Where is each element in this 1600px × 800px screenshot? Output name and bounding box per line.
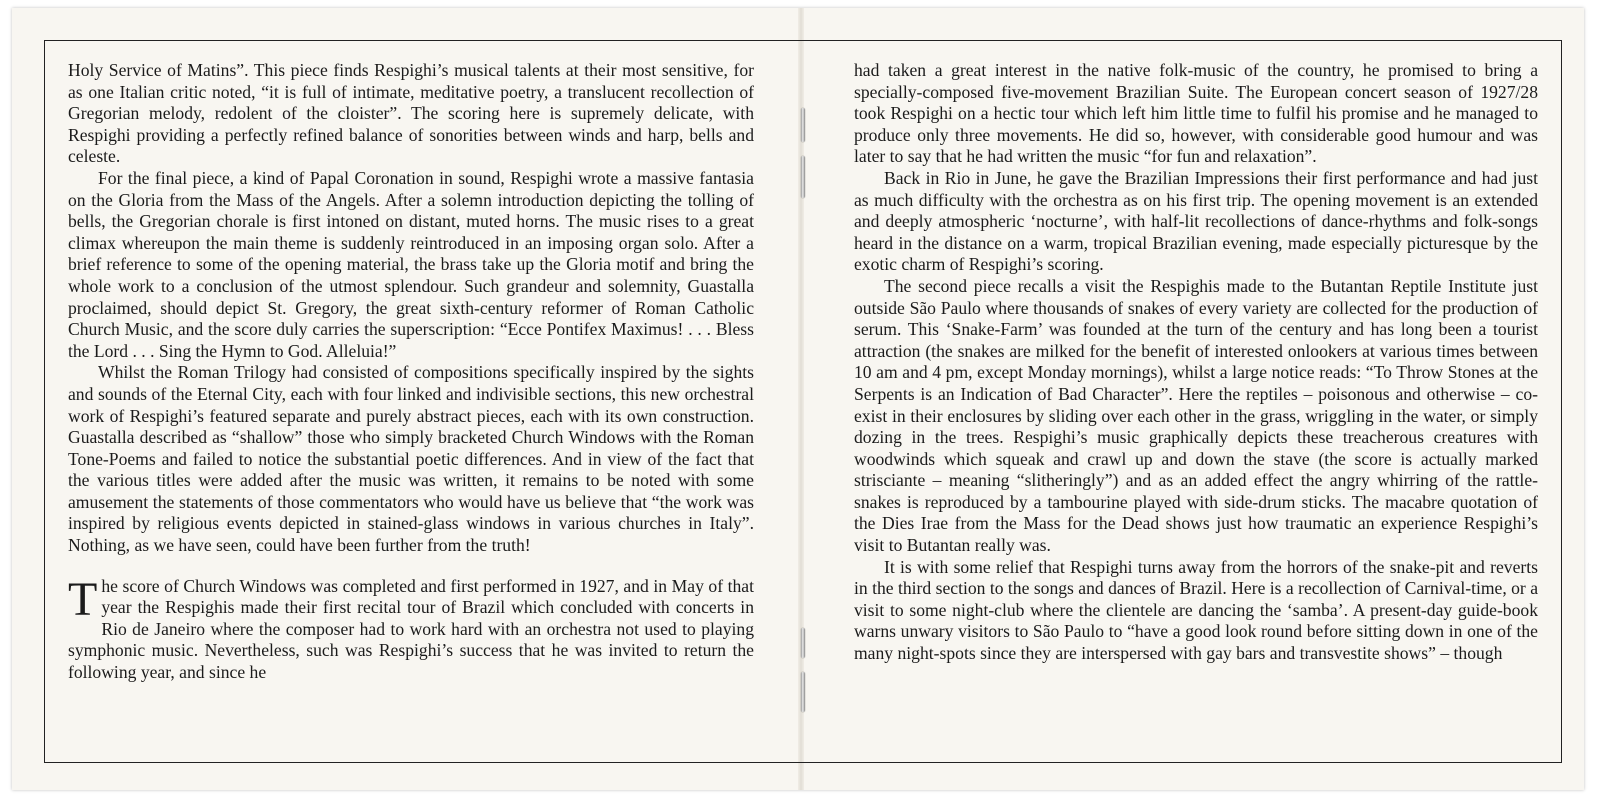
staple-top-1 (801, 108, 805, 142)
left-paragraph-1: Holy Service of Matins”. This piece finds Respighi’s musical talents at their most sensitive, for as one Italian critic noted, “it is full of intimate, meditative poetry, a translucent recollection of Gregorian melody, redolent of the cloister”. The scoring here is supremely delicate, with Respighi providing a perfectly refined balance of sonorities between winds and harp, bells and celeste. (68, 60, 754, 167)
drop-cap: T (68, 572, 98, 626)
right-paragraph-3: The second piece recalls a visit the Respighis made to the Butantan Reptile Institute just outside São Paulo where thousands of snakes of every variety are collected for the production of serum. This ‘Snake-Farm’ was founded at the turn of the century and has long been a tourist attraction (the snakes are milked for the benefit of interested onlookers at various times between 10 am and 4 pm, except Monday mornings), whilst a large notice reads: “To Throw Stones at the Serpents is an Indication of Bad Character”. Here the reptiles – poisonous and otherwise – co-exist in their enclosures by sliding over each other in the grass, wriggling in the water, or simply dozing in the trees. Respighi’s music graphically depicts these treacherous creatures with woodwinds which squeak and crawl up and down the stave (the score is actually marked strisciante – meaning “slitheringly”) and as an added effect the angry whirring of the rattle-snakes is reproduced by a tambourine played with side-drum sticks. The macabre quotation of the Dies Irae from the Mass for the Dead shows just how traumatic an experience Respighi’s visit to Butantan really was. (854, 275, 1538, 556)
staple-bottom-1 (801, 628, 805, 658)
right-paragraph-1: had taken a great interest in the native folk-music of the country, he promised to bring a specially-composed five-movement Brazilian Suite. The European concert season of 1927/28 took Respighi on a hectic tour which left him little time to fulfil his promise and he managed to produce only three movements. He did so, however, with considerable good humour and was later to say that he had written the music “for fun and relaxation”. (854, 60, 1538, 167)
left-page-text (68, 60, 754, 684)
left-paragraph-4-text: he score of Church Windows was completed and first performed in 1927, and in May of that year the Respighis made their first recital tour of Brazil which concluded with concerts in Rio de Janeiro where the composer had to work hard with an orchestra not used to playing symphonic music. Nevertheless, such was Respighi’s success that he was invited to return the following year, and since he (68, 575, 754, 683)
right-paragraph-4: It is with some relief that Respighi turns away from the horrors of the snake-pit and reverts in the third section to the songs and dances of Brazil. Here is a recollection of Carnival-time, or a visit to some night-club where the clientele are dancing the ‘samba’. A present-day guide-book warns unwary visitors to São Paulo to “have a good look round before sitting down in one of the many night-spots since they are interspersed with gay bars and transvestite shows” – though (854, 556, 1538, 664)
right-paragraph-2: Back in Rio in June, he gave the Brazilian Impressions their first performance and had just as much difficulty with the orchestra as on his first trip. The opening movement is an extended and deeply atmospheric ‘nocturne’, with half-lit recollections of dance-rhythms and folk-songs heard in the distance on a warm, tropical Brazilian evening, made especially picturesque by the exotic charm of Respighi’s scoring. (854, 167, 1538, 275)
staple-top-2 (801, 156, 805, 198)
left-paragraph-2: For the final piece, a kind of Papal Coronation in sound, Respighi wrote a massive fantasia on the Gloria from the Mass of the Angels. After a solemn introduction depicting the tolling of bells, the Gregorian chorale is first intoned on distant, muted horns. The music rises to a great climax whereupon the main theme is suddenly reintroduced in an imposing organ solo. After a brief reference to some of the opening material, the brass take up the Gloria motif and bring the whole work to a conclusion of the utmost splendour. Such grandeur and solemnity, Guastalla proclaimed, should depict St. Gregory, the great sixth-century reformer of Roman Catholic Church Music, and the score duly carries the superscription: “Ecce Pontifex Maximus! . . . Bless the Lord . . . Sing the Hymn to God. Alleluia!” (68, 167, 754, 361)
left-paragraph-4 (68, 572, 754, 684)
right-page-text (854, 60, 1538, 665)
staple-bottom-2 (801, 672, 805, 712)
left-paragraph-3: Whilst the Roman Trilogy had consisted of compositions specifically inspired by the sights and sounds of the Eternal City, each with four linked and indivisible sections, this new orchestral work of Respighi’s featured separate and purely abstract pieces, each with its own construction. Guastalla described as “shallow” those who simply bracketed Church Windows with the Roman Tone-Poems and failed to notice the substantial poetic differences. And in view of the fact that the various titles were added after the music was written, it remains to be noted with some amusement the statements of those commentators who would have us believe that “the work was inspired by religious events depicted in stained-glass windows in various churches in Italy”. Nothing, as we have seen, could have been further from the truth! (68, 362, 754, 556)
